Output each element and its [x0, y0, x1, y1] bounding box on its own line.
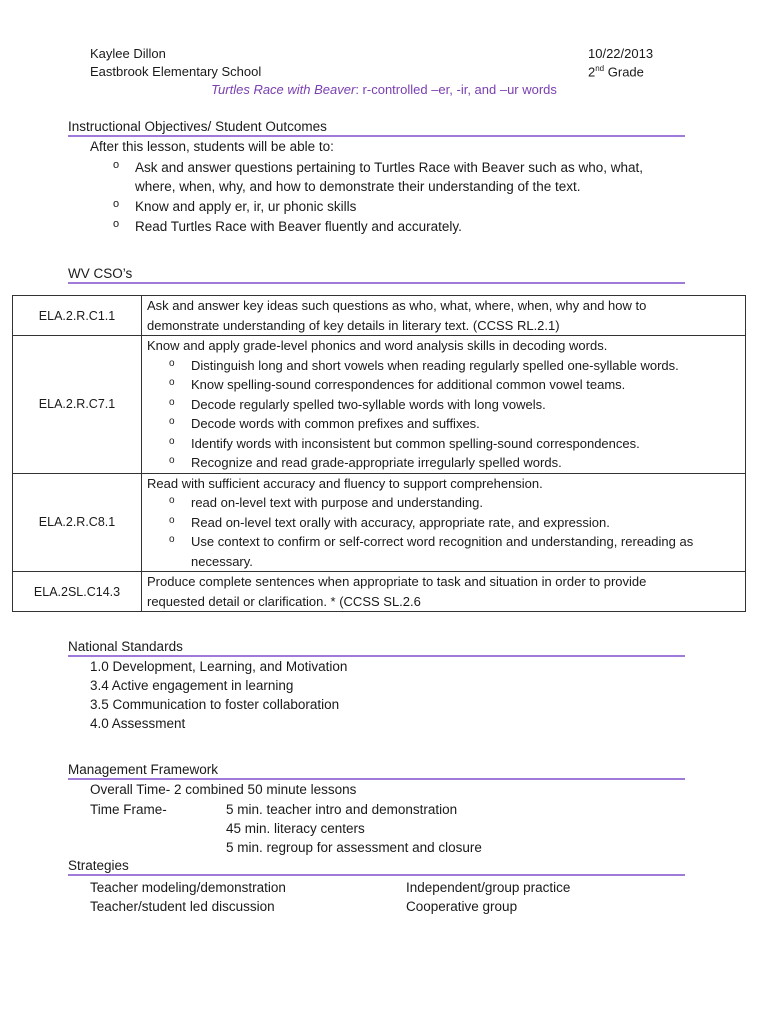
national-standard-item: 1.0 Development, Learning, and Motivation [90, 659, 348, 674]
national-standard-item: 3.5 Communication to foster collaboration [90, 697, 340, 712]
cso-description: Produce complete sentences when appropriate to task and situation in order to provide requested detail or clarification. * (CCSS SL.2.6 [142, 572, 746, 612]
table-row [13, 336, 746, 474]
objective-item-1: o Ask and answer questions pertaining to Turtles Race with Beaver such as who, what, [113, 159, 644, 175]
lesson-title: Turtles Race with Beaver: r-controlled –er, -ir, and –ur words [211, 82, 557, 97]
cso-description: Read with sufficient accuracy and fluency to support comprehension. o read on-level text with purpose and understanding. o Read on-level text orally with accuracy, appropriate rate, and expression. o Use context to confirm or self-correct word recognition and understanding, rereading as necessary. [142, 473, 746, 572]
strategy-item: Teacher modeling/demonstration [90, 880, 286, 895]
strategy-item: Cooperative group [406, 899, 518, 914]
time-frame-label: Time Frame- [90, 802, 167, 817]
table-row [13, 572, 746, 612]
time-frame-item: 5 min. regroup for assessment and closure [226, 840, 482, 855]
author-name: Kaylee Dillon [90, 46, 166, 61]
time-frame-item: 5 min. teacher intro and demonstration [226, 802, 458, 817]
national-standard-item: 3.4 Active engagement in learning [90, 678, 294, 693]
objective-item-2: o Know and apply er, ir, ur phonic skills [113, 198, 357, 214]
cso-table [12, 295, 746, 612]
strategies-heading: Strategies [68, 858, 685, 876]
cso-description: Know and apply grade-level phonics and word analysis skills in decoding words. o Distinguish long and short vowels when reading regularly spelled one-syllable words. o Know spelling-sound correspondences for additional common vowel teams. o Decode regularly spelled two-syllable words with long vowels. o Decode words with common prefixes and suffixes. o Identify words with inconsistent but common spelling-sound correspondences. o Recognize and read grade-appropriate irregularly spelled words. [142, 336, 746, 474]
national-standards-heading: National Standards [68, 639, 685, 657]
cso-code: ELA.2.R.C8.1 [13, 473, 142, 572]
objective-item-1-cont: where, when, why, and how to demonstrate their understanding of the text. [135, 179, 581, 194]
grade-level: 2nd Grade [588, 64, 644, 80]
strategy-item: Independent/group practice [406, 880, 571, 895]
objectives-intro: After this lesson, students will be able to: [90, 139, 334, 154]
lesson-date: 10/22/2013 [588, 46, 654, 61]
cso-description: Ask and answer key ideas such questions as who, what, where, when, why and how to demonstrate understanding of key details in literary text. (CCSS RL.2.1) [142, 296, 746, 336]
management-heading: Management Framework [68, 762, 685, 780]
time-frame-item: 45 min. literacy centers [226, 821, 365, 836]
school-name: Eastbrook Elementary School [90, 64, 262, 79]
cso-code: ELA.2SL.C14.3 [13, 572, 142, 612]
table-row [13, 473, 746, 572]
header-row-1 [90, 46, 660, 61]
national-standard-item: 4.0 Assessment [90, 716, 186, 731]
overall-time: Overall Time- 2 combined 50 minute lessons [90, 782, 357, 797]
table-row [13, 296, 746, 336]
strategy-item: Teacher/student led discussion [90, 899, 275, 914]
header-row-2 [90, 64, 660, 79]
objective-item-3: o Read Turtles Race with Beaver fluently and accurately. [113, 218, 462, 234]
objectives-heading: Instructional Objectives/ Student Outcomes [68, 119, 685, 137]
cso-code: ELA.2.R.C1.1 [13, 296, 142, 336]
cso-heading: WV CSO’s [68, 266, 685, 284]
cso-code: ELA.2.R.C7.1 [13, 336, 142, 474]
